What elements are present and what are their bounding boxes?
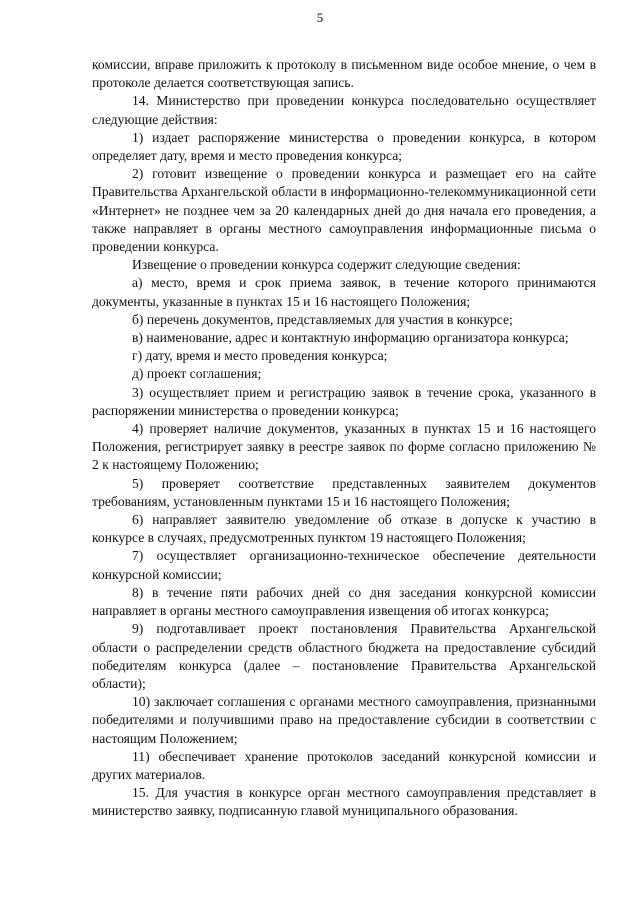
page-number: 5	[316, 10, 324, 25]
paragraph: в) наименование, адрес и контактную информацию организатора конкурса;	[132, 330, 569, 346]
paragraph: комиссии, вправе приложить к протоколу в письменном виде особое мнение, о чем в протоколе делается соответствующая запись.	[92, 57, 596, 91]
paragraph: Извещение о проведении конкурса содержит следующие сведения:	[132, 257, 521, 273]
paragraph: 5) проверяет соответствие представленных заявителем документов требованиям, установленным пунктами 15 и 16 настоящего Положения;	[92, 475, 596, 509]
paragraph: 1) издает распоряжение министерства о проведении конкурса, в котором определяет дату, время и место проведения конкурса;	[92, 129, 596, 164]
paragraph: 2) готовит извещение о проведении конкурса и размещает его на сайте Правительства Архангельской области в информационно-телекоммуникационной сети «Интернет» не позднее чем за 20 календарных дней до дня начала его проведения, а также направляет в органы местного самоуправления информационные письма о проведении конкурса.	[92, 166, 596, 255]
paragraph: 9) подготавливает проект постановления Правительства Архангельской области о распределении средств областного бюджета на предоставление субсидий победителям конкурса (далее – постановление Правительства Архангельской области);	[92, 621, 596, 691]
paragraph: 3) осуществляет прием и регистрацию заявок в течение срока, указанного в распоряжении министерства о проведении конкурса;	[92, 384, 596, 418]
paragraph: 8) в течение пяти рабочих дней со дня заседания конкурсной комиссии направляет в органы местного самоуправления извещения об итогах конкурса;	[92, 584, 596, 619]
paragraph: 15. Для участия в конкурсе орган местного самоуправления представляет в министерство заявку, подписанную главой муниципального образования.	[92, 785, 596, 819]
paragraph: 4) проверяет наличие документов, указанных в пунктах 15 и 16 настоящего Положения, регистрирует заявку в реестре заявок по форме согласно приложению № 2 к настоящему Положению;	[92, 421, 596, 473]
paragraph: д) проект соглашения;	[132, 366, 262, 382]
paragraph: 11) обеспечивает хранение протоколов заседаний конкурсной комиссии и других материалов.	[92, 748, 596, 782]
document-body	[92, 56, 596, 821]
paragraph: г) дату, время и место проведения конкурса;	[132, 348, 388, 364]
paragraph: 6) направляет заявителю уведомление об отказе в допуске к участию в конкурсе в случаях, предусмотренных пунктом 19 настоящего Положения;	[92, 512, 596, 546]
paragraph: б) перечень документов, представляемых для участия в конкурсе;	[132, 311, 513, 327]
paragraph: 7) осуществляет организационно-техническое обеспечение деятельности конкурсной комиссии;	[92, 548, 596, 582]
paragraph: 10) заключает соглашения с органами местного самоуправления, признанными победителями и получившими право на предоставление субсидии в соответствии с настоящим Положением;	[92, 694, 596, 746]
paragraph: 14. Министерство при проведении конкурса последовательно осуществляет следующие действия:	[92, 93, 596, 127]
paragraph: а) место, время и срок приема заявок, в течение которого принимаются документы, указанные в пунктах 15 и 16 настоящего Положения;	[92, 275, 596, 309]
